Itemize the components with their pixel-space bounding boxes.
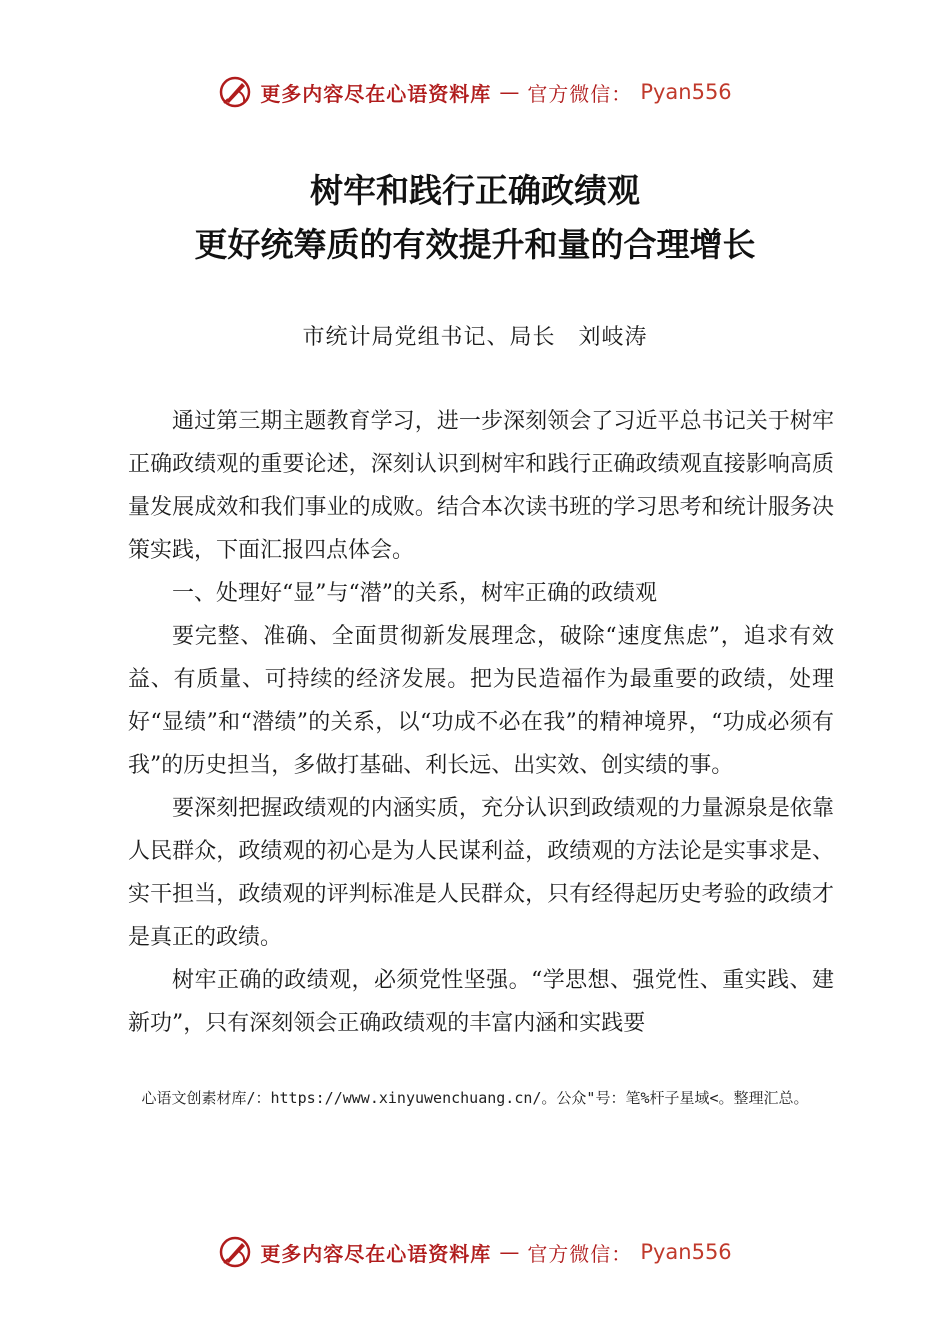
paragraph-intro: 通过第三期主题教育学习，进一步深刻领会了习近平总书记关于树牢正确政绩观的重要论述，深刻认识到树牢和践行正确政绩观直接影响高质量发展成效和我们事业的成败。结合本次读书班的学习思考和统计服务决策实践，下面汇报四点体会。: [128, 409, 834, 563]
quill-pen-logo-icon: [218, 1235, 252, 1269]
paragraph: 树牢正确的政绩观，必须党性坚强。“学思想、强党性、重实践、建新功”，只有深刻领会正确政绩观的丰富内涵和实践要: [128, 968, 834, 1036]
source-footnote: 心语文创素材库/：https://www.xinyuwenchuang.cn/。公众"号：笔%杆子星域<。整理汇总。: [141, 1089, 809, 1107]
header-banner: [0, 70, 950, 114]
banner-wechat-label: 官方微信：: [527, 1241, 633, 1266]
banner-wechat-label: 官方微信：: [527, 81, 633, 106]
quill-pen-logo-icon: [218, 75, 252, 109]
document-title-line-2: 更好统筹质的有效提升和量的合理增长: [194, 225, 756, 264]
footer-banner: [0, 1230, 950, 1274]
paragraph: 要深刻把握政绩观的内涵实质，充分认识到政绩观的力量源泉是依靠人民群众，政绩观的初心是为人民谋利益，政绩观的方法论是实事求是、实干担当，政绩观的评判标准是人民群众，只有经得起历史考验的政绩才是真正的政绩。: [128, 796, 834, 950]
document-body: [128, 400, 834, 1045]
banner-brand-text: 更多内容尽在心语资料库: [260, 1241, 492, 1266]
banner-separator: —: [499, 80, 520, 104]
banner-wechat-id: Pyan556: [640, 1240, 732, 1264]
paragraph: 要完整、准确、全面贯彻新发展理念，破除“速度焦虑”，追求有效益、有质量、可持续的经济发展。把为民造福作为最重要的政绩，处理好“显绩”和“潜绩”的关系，以“功成不必在我”的精神境界，“功成必须有我”的历史担当，多做打基础、利长远、出实效、创实绩的事。: [128, 624, 834, 778]
section-heading-1: 一、处理好“显”与“潜”的关系，树牢正确的政绩观: [172, 581, 657, 606]
banner-separator: —: [499, 1240, 520, 1264]
author-line: 市统计局党组书记、局长 刘岐涛: [302, 325, 648, 350]
document-title-line-1: 树牢和践行正确政绩观: [310, 171, 640, 210]
banner-wechat-id: Pyan556: [640, 80, 732, 104]
banner-brand-text: 更多内容尽在心语资料库: [260, 81, 492, 106]
